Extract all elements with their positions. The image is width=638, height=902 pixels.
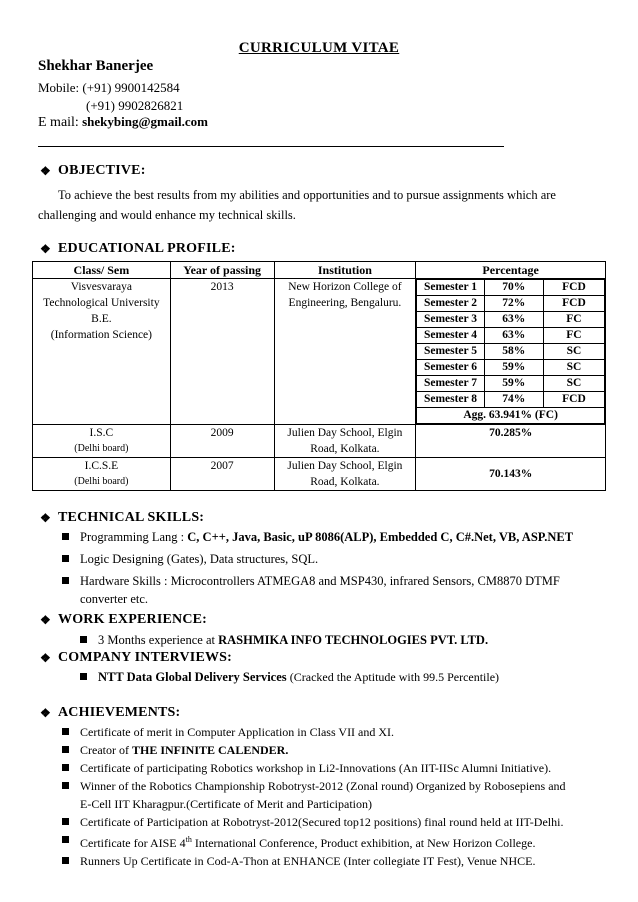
skills-list xyxy=(60,528,606,608)
semester-row: Semester 2 72% FCD xyxy=(417,296,605,312)
percentage-cell: 70.143% xyxy=(416,458,606,491)
interviews-heading: ❖ COMPANY INTERVIEWS: xyxy=(40,650,233,665)
aggregate-row xyxy=(417,408,605,424)
list-item: Certificate of participating Robotics workshop in Li2-Innovations (An IIT-IISc Alumni Initiative). xyxy=(60,759,606,777)
square-bullet-icon xyxy=(62,533,69,540)
square-bullet-icon xyxy=(62,764,69,771)
square-bullet-icon xyxy=(80,636,87,643)
column-header: Class/ Sem xyxy=(33,262,171,279)
list-item: Runners Up Certificate in Cod-A-Thon at ENHANCE (Inter collegiate IT Fest), Venue NHCE. xyxy=(60,852,606,870)
list-item: Certificate of merit in Computer Application in Class VII and XI. xyxy=(60,723,606,741)
semester-row: Semester 3 63% FC xyxy=(417,312,605,328)
square-bullet-icon xyxy=(62,857,69,864)
percentage-cell: 70.285% xyxy=(416,425,606,458)
list-item: Certificate for AISE 4th International Conference, Product exhibition, at New Horizon College. xyxy=(60,831,606,852)
skills-heading: ❖ TECHNICAL SKILLS: xyxy=(40,510,205,525)
list-item: Creator of THE INFINITE CALENDER. xyxy=(60,741,606,759)
percentage-cell xyxy=(416,279,606,425)
header-divider xyxy=(38,146,504,147)
aggregate-value: Agg. 63.941% (FC) xyxy=(417,408,605,424)
interviews-list xyxy=(78,668,624,686)
list-item: Logic Designing (Gates), Data structures, SQL. xyxy=(60,550,606,568)
email-line xyxy=(38,114,208,131)
semester-row: Semester 4 63% FC xyxy=(417,328,605,344)
diamond-bullet-icon: ❖ xyxy=(40,163,51,178)
year-cell: 2009 xyxy=(170,425,274,458)
diamond-bullet-icon: ❖ xyxy=(40,510,51,525)
table-row xyxy=(33,425,606,458)
diamond-bullet-icon: ❖ xyxy=(40,705,51,720)
list-item: NTT Data Global Delivery Services (Cracked the Aptitude with 99.5 Percentile) xyxy=(78,668,624,686)
column-header: Percentage xyxy=(416,262,606,279)
class-cell: Visvesvaraya Technological University B.E. (Information Science) xyxy=(33,279,171,425)
email-address: shekybing@gmail.com xyxy=(82,114,208,129)
document-title: CURRICULUM VITAE xyxy=(238,40,400,56)
square-bullet-icon xyxy=(62,577,69,584)
objective-text: To achieve the best results from my abilities and opportunities and to pursue assignments which are challenging and would enhance my technical skills. xyxy=(38,188,556,222)
semester-row: Semester 7 59% SC xyxy=(417,376,605,392)
square-bullet-icon xyxy=(62,555,69,562)
semester-row: Semester 8 74% FCD xyxy=(417,392,605,408)
objective-heading: ❖ OBJECTIVE: xyxy=(40,163,146,178)
candidate-name: Shekhar Banerjee xyxy=(38,58,154,74)
mobile-number-2: (+91) 9902826821 xyxy=(86,98,184,113)
semester-row: Semester 6 59% SC xyxy=(417,360,605,376)
institution-cell: Julien Day School, Elgin Road, Kolkata. xyxy=(274,458,416,491)
square-bullet-icon xyxy=(80,673,87,680)
diamond-bullet-icon: ❖ xyxy=(40,241,51,256)
column-header: Year of passing xyxy=(170,262,274,279)
mobile-line-1 xyxy=(38,80,180,96)
table-header-row xyxy=(33,262,606,279)
square-bullet-icon xyxy=(62,818,69,825)
diamond-bullet-icon: ❖ xyxy=(40,650,51,665)
achievements-list xyxy=(60,723,606,870)
achievements-heading: ❖ ACHIEVEMENTS: xyxy=(40,705,181,720)
table-row xyxy=(33,458,606,491)
column-header: Institution xyxy=(274,262,416,279)
semester-table xyxy=(416,279,605,424)
list-item: Programming Lang : C, C++, Java, Basic, uP 8086(ALP), Embedded C, C#.Net, VB, ASP.NET xyxy=(60,528,606,546)
work-heading: ❖ WORK EXPERIENCE: xyxy=(40,612,208,627)
mobile-number-1: (+91) 9900142584 xyxy=(82,80,180,95)
square-bullet-icon xyxy=(62,728,69,735)
class-cell: I.S.C (Delhi board) xyxy=(33,425,171,458)
education-heading: ❖ EDUCATIONAL PROFILE: xyxy=(40,241,236,256)
list-item: 3 Months experience at RASHMIKA INFO TECHNOLOGIES PVT. LTD. xyxy=(78,631,624,649)
square-bullet-icon xyxy=(62,836,69,843)
semester-row: Semester 1 70% FCD xyxy=(417,280,605,296)
semester-row: Semester 5 58% SC xyxy=(417,344,605,360)
list-item: Hardware Skills : Microcontrollers ATMEGA8 and MSP430, infrared Sensors, CM8870 DTMF converter etc. xyxy=(60,572,606,608)
year-cell: 2007 xyxy=(170,458,274,491)
email-label: E mail: xyxy=(38,115,79,130)
table-row xyxy=(33,279,606,425)
class-cell: I.C.S.E (Delhi board) xyxy=(33,458,171,491)
institution-cell: Julien Day School, Elgin Road, Kolkata. xyxy=(274,425,416,458)
list-item: Certificate of Participation at Robotryst-2012(Secured top12 positions) final round held at IIT-Delhi. xyxy=(60,813,606,831)
square-bullet-icon xyxy=(62,782,69,789)
work-list xyxy=(78,631,624,649)
year-cell: 2013 xyxy=(170,279,274,425)
list-item: Winner of the Robotics Championship Robotryst-2012 (Zonal round) Organized by Robosepiens and E-Cell IIT Kharagpur.(Certificate of Merit and Participation) xyxy=(60,777,606,813)
diamond-bullet-icon: ❖ xyxy=(40,612,51,627)
square-bullet-icon xyxy=(62,746,69,753)
mobile-label: Mobile: xyxy=(38,80,80,95)
institution-cell: New Horizon College of Engineering, Bengaluru. xyxy=(274,279,416,425)
education-table xyxy=(32,261,606,491)
